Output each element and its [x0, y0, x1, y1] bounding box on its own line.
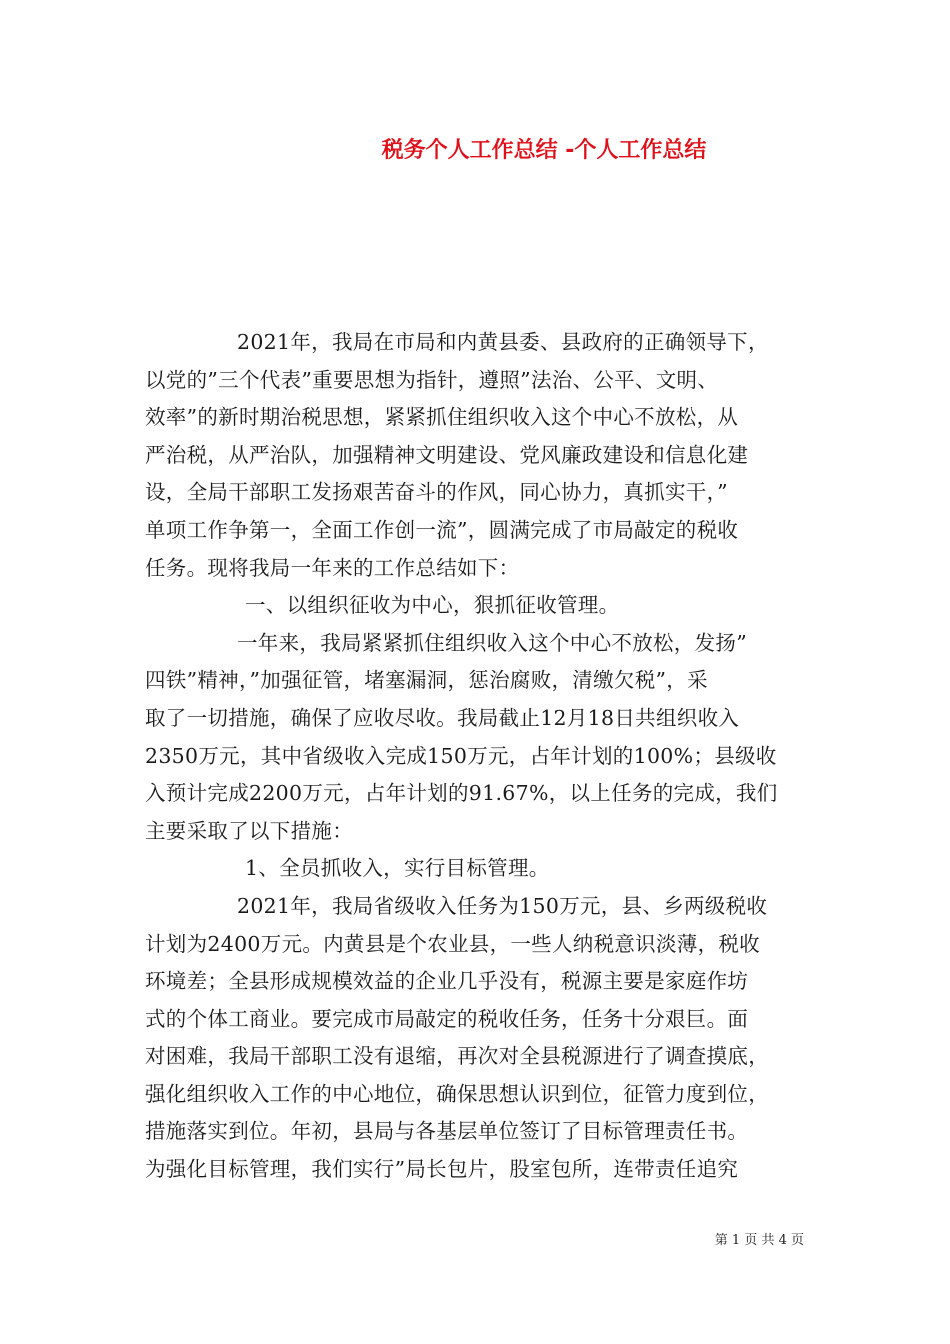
paragraph-line: 以党的”三个代表”重要思想为指针，遵照”法治、公平、文明、: [145, 367, 719, 392]
paragraph-line: 主要采取了以下措施：: [145, 818, 353, 843]
paragraph-line: 计划为2400万元。内黄县是个农业县，一些人纳税意识淡薄，税收: [145, 931, 760, 956]
paragraph-line: 2021年，我局在市局和内黄县委、县政府的正确领导下，: [237, 330, 769, 354]
document-body: [145, 324, 805, 1189]
paragraph-line: 一年来，我局紧紧抓住组织收入这个中心不放松，发扬”: [237, 630, 747, 655]
paragraph-line: 入预计完成2200万元，占年计划的91.67%，以上任务的完成，我们: [145, 781, 778, 806]
paragraph-line: 取了一切措施，确保了应收尽收。我局截止12月18日共组织收入: [145, 705, 740, 730]
paragraph-line: 严治税，从严治队，加强精神文明建设、党风廉政建设和信息化建: [145, 442, 749, 467]
paragraph-line: 环境差；全县形成规模效益的企业几乎没有，税源主要是家庭作坊: [145, 969, 749, 994]
paragraph-line: 式的个体工商业。要完成市局敲定的税收任务，任务十分艰巨。面: [145, 1006, 749, 1031]
section-heading: 一、以组织征收为中心，狠抓征收管理。: [245, 593, 620, 618]
paragraph-line: 措施落实到位。年初，县局与各基层单位签订了目标管理责任书。: [145, 1119, 749, 1144]
document-title: 税务个人工作总结 -个人工作总结: [381, 138, 707, 163]
paragraph-line: 任务。现将我局一年来的工作总结如下：: [145, 555, 520, 580]
paragraph-line: 设，全局干部职工发扬艰苦奋斗的作风，同心协力，真抓实干，”: [145, 480, 728, 505]
paragraph-line: 四铁”精神，”加强征管，堵塞漏洞，惩治腐败，清缴欠税”，采: [145, 668, 708, 693]
paragraph-line: 为强化目标管理，我们实行”局长包片，股室包所，连带责任追究: [145, 1157, 739, 1182]
paragraph-line: 效率”的新时期治税思想，紧紧抓住组织收入这个中心不放松，从: [145, 405, 739, 430]
paragraph-line: 对困难，我局干部职工没有退缩，再次对全县税源进行了调查摸底，: [145, 1044, 769, 1069]
page-number-footer: 第 1 页 共 4 页: [714, 1233, 804, 1248]
paragraph-line: 单项工作争第一，全面工作创一流”，圆满完成了市局敲定的税收: [145, 517, 739, 542]
paragraph-line: 2021年，我局省级收入任务为150万元，县、乡两级税收: [237, 893, 768, 918]
paragraph-line: 2350万元，其中省级收入完成150万元，占年计划的100%；县级收: [145, 743, 777, 768]
paragraph-line: 强化组织收入工作的中心地位，确保思想认识到位，征管力度到位，: [145, 1081, 769, 1106]
subsection-heading: 1、全员抓收入，实行目标管理。: [245, 856, 550, 881]
